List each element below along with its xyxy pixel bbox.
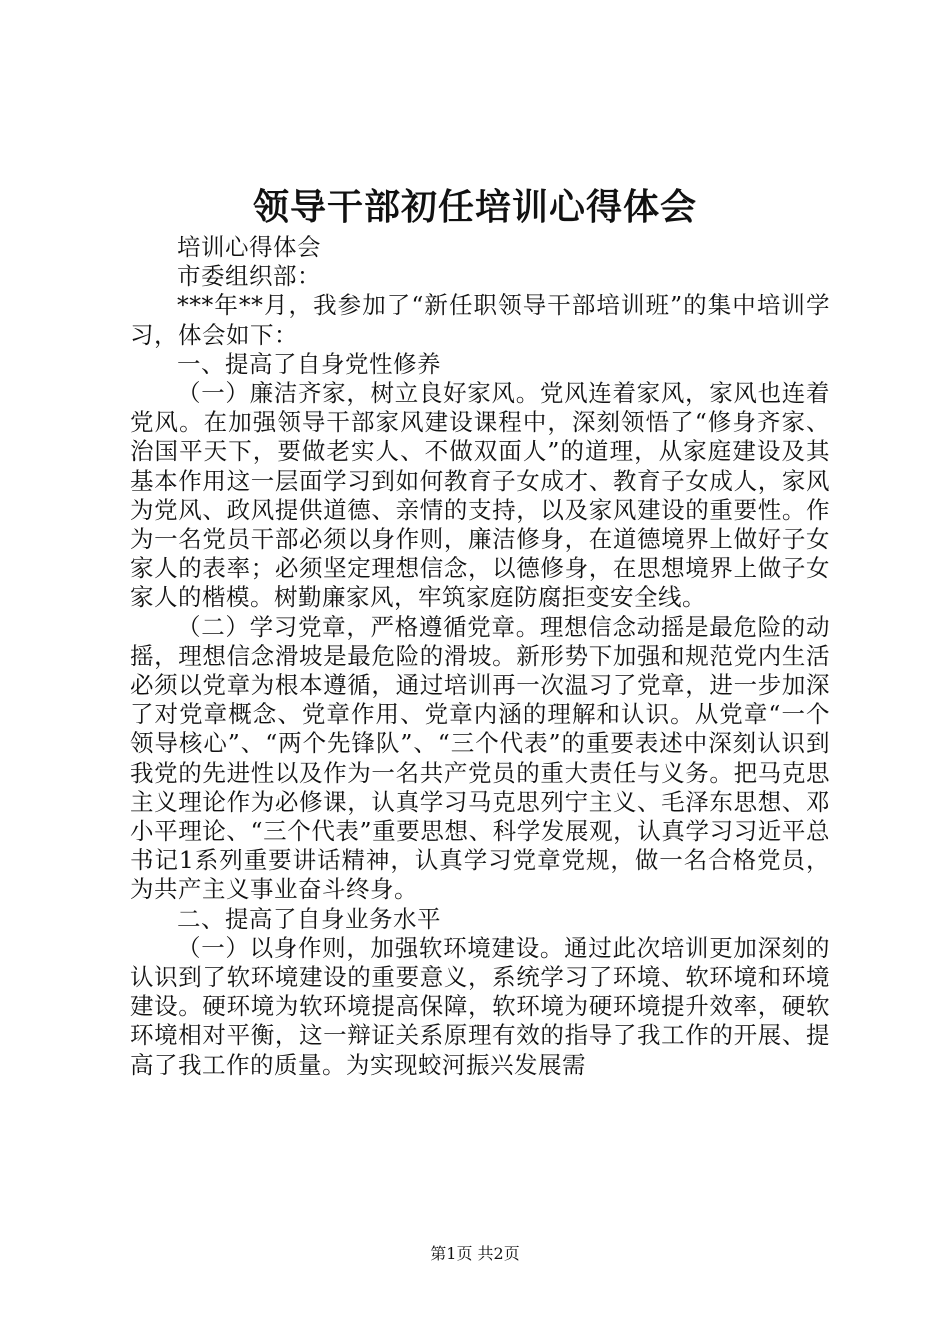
page-footer: 第1页 共2页: [430, 1244, 520, 1263]
document-body: [130, 233, 830, 1080]
paragraph-heading-note: 培训心得体会: [177, 233, 321, 261]
section-heading-1: 一、提高了自身党性修养: [177, 349, 441, 378]
document-title: 领导干部初任培训心得体会: [252, 186, 697, 228]
paragraph-2-1: （一）以身作则，加强软环境建设。通过此次培训更加深刻的认识到了软环境建设的重要意义，系统学习了环境、软环境和环境建设。硬环境为软环境提高保障，软环境为硬环境提升效率，硬软环境相对平衡，这一辩证关系原理有效的指导了我工作的开展、提高了我工作的质量。为实现蛟河振兴发展需: [130, 933, 830, 1079]
paragraph-intro: ***年**月，我参加了“新任职领导干部培训班”的集中培训学习，体会如下：: [130, 291, 830, 349]
section-heading-2: 二、提高了自身业务水平: [177, 904, 441, 933]
paragraph-recipient: 市委组织部：: [177, 262, 321, 291]
paragraph-1-2: （二）学习党章，严格遵循党章。理想信念动摇是最危险的动摇，理想信念滑坡是最危险的滑坡。新形势下加强和规范党内生活必须以党章为根本遵循，通过培训再一次温习了党章，进一步加深了对党章概念、党章作用、党章内涵的理解和认识。从党章“一个领导核心”、“两个先锋队”、“三个代表”的重要表述中深刻认识到我党的先进性以及作为一名共产党员的重大责任与义务。把马克思主义理论作为必修课，认真学习马克思列宁主义、毛泽东思想、邓小平理论、“三个代表”重要思想、科学发展观，认真学习习近平总书记1系列重要讲话精神，认真学习党章党规，做一名合格党员，为共产主义事业奋斗终身。: [130, 612, 830, 904]
paragraph-1-1: （一）廉洁齐家，树立良好家风。党风连着家风，家风也连着党风。在加强领导干部家风建设课程中，深刻领悟了“修身齐家、治国平天下，要做老实人、不做双面人”的道理，从家庭建设及其基本作用这一层面学习到如何教育子女成才、教育子女成人，家风为党风、政风提供道德、亲情的支持，以及家风建设的重要性。作为一名党员干部必须以身作则，廉洁修身，在道德境界上做好子女家人的表率；必须坚定理想信念，以德修身，在思想境界上做子女家人的楷模。树勤廉家风，牢筑家庭防腐拒变安全线。: [130, 379, 830, 612]
